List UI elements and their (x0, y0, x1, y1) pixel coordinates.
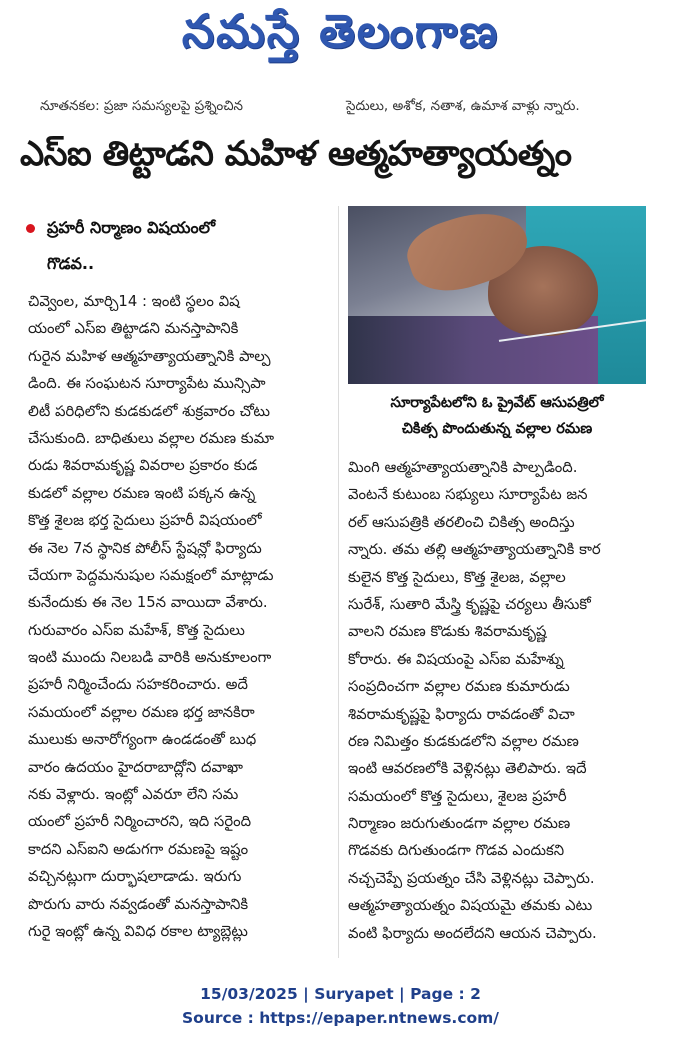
running-head (40, 98, 652, 120)
bullet-dot-icon (26, 224, 35, 233)
body-line: వెంటనే కుటుంబ సభ్యులు సూర్యాపేట జన (348, 486, 588, 504)
body-line: రల్ ఆసుపత్రికి తరలించి చికిత్స అందిస్తు (348, 513, 575, 531)
body-line: సురేశ్, సుతారి మేస్త్రి కృష్ణపై చర్యలు తీసుకో (348, 595, 591, 613)
article-body-left-column (28, 288, 334, 964)
article-subhead (26, 210, 326, 282)
body-line: చేయగా పెద్దమనుషుల సమక్షంలో మాట్లాడు (28, 566, 274, 584)
body-line: సమయంలో కొత్త సైదులు, శైలజ ప్రహరీ (348, 787, 567, 805)
body-line: కాదని ఎస్ఐని అడుగగా రమణపై ఇష్టం (28, 840, 249, 858)
body-line: శివరామకృష్ణపై ఫిర్యాదు రావడంతో విచా (348, 705, 575, 723)
body-line: సంప్రదించగా వల్లాల రమణ కుమారుడు (348, 678, 570, 696)
body-line: కొత్త శైలజ భర్త సైదులు ప్రహరీ విషయంలో (28, 512, 262, 530)
newspaper-logo: నమస్తే తెలంగాణ (181, 4, 500, 58)
body-line: వాలని రమణ కొడుకు శివరామకృష్ణ (348, 623, 547, 641)
body-line: నిర్మాణం జరుగుతుండగా వల్లాల రమణ (348, 815, 571, 833)
body-line: ములుకు అనారోగ్యంగా ఉండడంతో బుధ (28, 731, 257, 749)
body-line: వచ్చినట్లుగా దుర్భాషలాడాడు. ఇరుగు (28, 868, 242, 886)
body-line: ఇంటి ముందు నిలబడి వారికి అనుకూలంగా (28, 649, 272, 667)
column-divider (338, 206, 339, 958)
body-line: ఈ నెల 7న స్థానిక పోలీస్ స్టేషన్లో ఫిర్యాదు (28, 539, 262, 557)
body-line: వంటి ఫిర్యాదు అందలేదని ఆయన చెప్పారు. (348, 924, 597, 942)
footer-edition-info: 15/03/2025 | Suryapet | Page : 2 (200, 985, 481, 1003)
body-line: కునేందుకు ఈ నెల 15న వాయిదా వేశారు. (28, 594, 268, 612)
article-body-right-column (348, 454, 646, 964)
body-line: యంలో ప్రహరీ నిర్మించారని, ఇది సరైంది (28, 813, 252, 831)
body-line: గురువారం ఎస్ఐ మహేశ్, కొత్త సైదులు (28, 621, 245, 639)
body-line: పొరుగు వారు నవ్వడంతో మనస్తాపానికి (28, 895, 249, 913)
body-line: కుడలో వల్లాల రమణ ఇంటి పక్కన ఉన్న (28, 484, 256, 502)
body-line: ఆత్మహత్యాయత్నం విషయమై తమకు ఎటు (348, 897, 593, 915)
body-line: గురైన మహిళ ఆత్మహత్యాయత్నానికి పాల్ప (28, 347, 271, 365)
body-line: గురై ఇంట్లో ఉన్న వివిధ రకాల ట్యాబ్లెట్లు (28, 922, 248, 940)
body-line: రణ నిమిత్తం కుడకుడలోని వల్లాల రమణ (348, 732, 579, 750)
body-line: న్నారు. తమ తల్లి ఆత్మహత్యాయత్నానికి కార (348, 541, 601, 559)
running-head-right: సైదులు, అశోక, నతాశ, ఉమాశ వాళ్లు న్నారు. (346, 98, 580, 114)
caption-line-2: చికిత్స పొందుతున్న వల్లాల రమణ (401, 421, 593, 437)
body-line: ఇంటి ఆవరణలోకి వెళ్లినట్లు తెలిపారు. ఇదే (348, 760, 587, 778)
body-line: డింది. ఈ సంఘటన సూర్యాపేట మున్సిపా (28, 375, 266, 393)
masthead (0, 0, 681, 88)
body-line: రుడు శివరామకృష్ణ వివరాల ప్రకారం కుడ (28, 457, 258, 475)
body-line: కోరారు. ఈ విషయంపై ఎస్ఐ మహేశ్ను (348, 650, 564, 668)
body-line: గొడవకు దిగుతుండగా గొడవ ఎందుకని (348, 842, 565, 860)
subhead-line-1: ప్రహరీ నిర్మాణం విషయంలో (26, 210, 326, 246)
body-line: సమయంలో వల్లాల రమణ భర్త జానకిరా (28, 703, 255, 721)
footer-source-link[interactable]: Source : https://epaper.ntnews.com/ (182, 1009, 499, 1027)
news-photo (348, 206, 646, 384)
body-line: చివ్వెంల, మార్చి14 : ఇంటి స్థలం విష (28, 293, 240, 310)
photo-caption (348, 390, 646, 442)
page-footer (0, 982, 681, 1030)
article-headline: ఎస్ఐ తిట్టాడని మహిళ ఆత్మహత్యాయత్నం (20, 134, 572, 174)
body-line: చేసుకుంది. బాధితులు వల్లాల రమణ కుమా (28, 429, 275, 447)
body-line: కులైన కొత్త సైదులు, కొత్త శైలజ, వల్లాల (348, 568, 566, 586)
body-line: వారం ఉదయం హైదరాబాద్లోని దవాఖా (28, 758, 243, 776)
body-line: నకు వెళ్లారు. ఇంట్లో ఎవరూ లేని సమ (28, 786, 239, 804)
body-line: మింగి ఆత్మహత్యాయత్నానికి పాల్పడింది. (348, 459, 578, 476)
caption-line-1: సూర్యాపేటలోని ఓ ప్రైవేట్ ఆసుపత్రిలో (390, 395, 604, 411)
running-head-left: నూతనకల: ప్రజా సమస్యలపై ప్రశ్నించిన (40, 98, 244, 114)
body-line: ప్రహరీ నిర్మించేందు సహకరించారు. అదే (28, 676, 248, 694)
body-line: నచ్చచెప్పే ప్రయత్నం చేసి వెళ్లినట్లు చెప్పారు. (348, 869, 595, 887)
subhead-line-2: గొడవ.. (47, 254, 95, 273)
body-line: యంలో ఎస్ఐ తిట్టాడని మనస్తాపానికి (28, 320, 239, 338)
body-line: లిటీ పరిధిలోని కుడకుడలో శుక్రవారం చోటు (28, 402, 270, 420)
